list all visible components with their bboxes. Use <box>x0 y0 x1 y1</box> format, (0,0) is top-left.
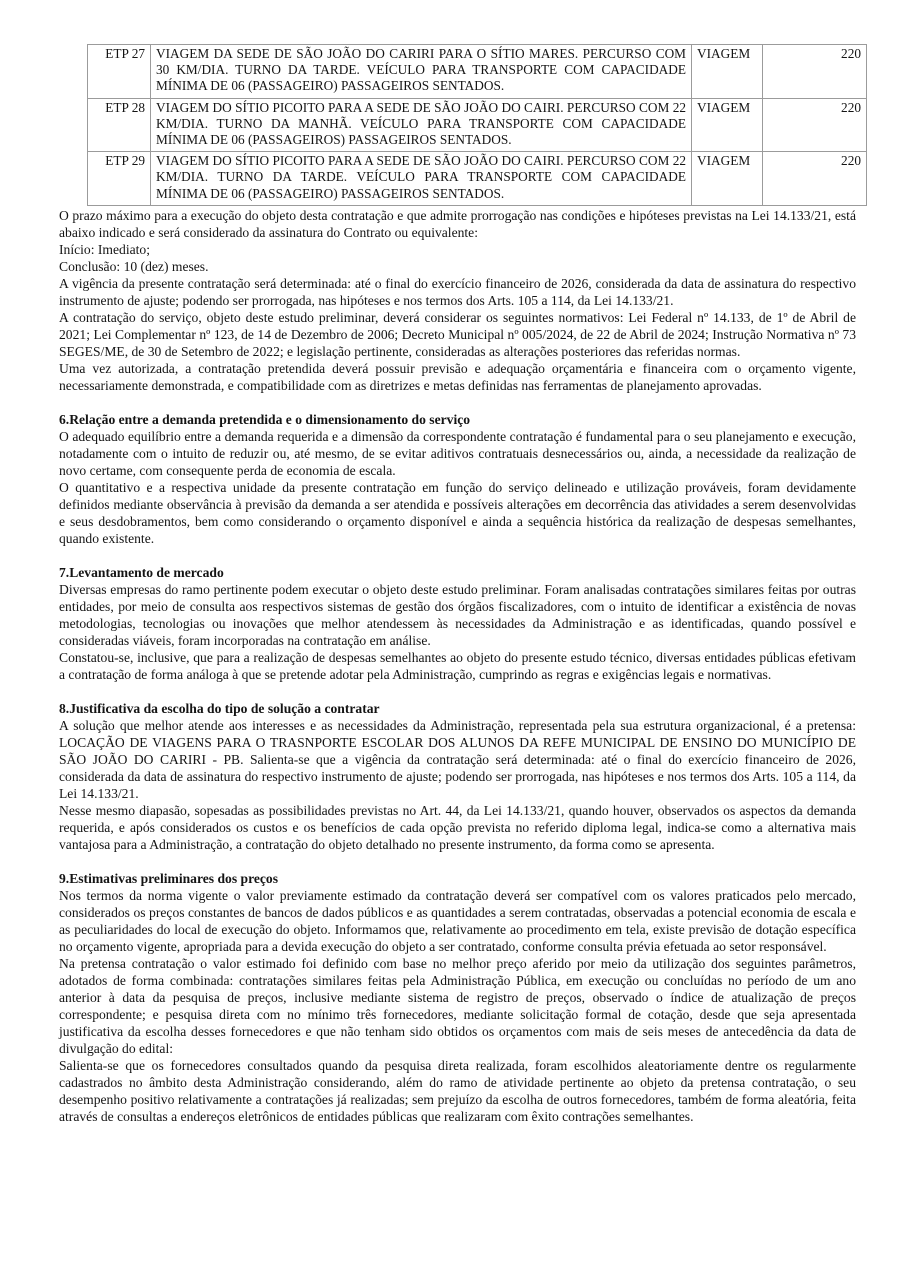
unit-cell: VIAGEM <box>692 45 763 99</box>
section-7 <box>59 564 856 683</box>
paragraph: O adequado equilíbrio entre a demanda requerida e a dimensão da correspondente contratação é fundamental para o seu planejamento e execução, notadamente com o intuito de reduzir ou, até mesmo, de se evitar aditivos contratuais desnecessários ou, ainda, a necessidade da realização de novo certame, com consequente perda de economia de escala. <box>59 429 856 478</box>
quantity-cell: 220 <box>763 98 867 152</box>
paragraph: O quantitativo e a respectiva unidade da presente contratação em função do serviço delineado e utilização prováveis, foram devidamente definidos mediante observância à previsão da demanda a ser atendida e possíveis alterações em decorrência das atividades a serem desenvolvidas e seus desdobramentos, bem como considerando o orçamento disponível e ainda a sequência histórica da realização de despesas semelhantes, quando existente. <box>59 480 856 546</box>
paragraph: Uma vez autorizada, a contratação pretendida deverá possuir previsão e adequação orçamentária e financeira com o orçamento vigente, necessariamente demonstrada, e compatibilidade com as diretrizes e metas definidas nas ferramentas de planejamento aprovadas. <box>59 361 856 393</box>
section-heading: 8.Justificativa da escolha do tipo de solução a contratar <box>59 701 380 716</box>
paragraph: O prazo máximo para a execução do objeto desta contratação e que admite prorrogação nas condições e hipóteses previstas na Lei 14.133/21, está abaixo indicado e será considerado da assinatura do Contrato ou equivalente: <box>59 208 856 240</box>
unit-cell: VIAGEM <box>692 98 763 152</box>
paragraph: Constatou-se, inclusive, que para a realização de despesas semelhantes ao objeto do presente estudo técnico, diversas entidades públicas efetivam a contratação de forma análoga à que se pretende adotar pela Administração, cumprindo as regras e exigências legais e normativas. <box>59 650 856 682</box>
section-6 <box>59 411 856 547</box>
etp-id-cell: ETP 27 <box>88 45 151 99</box>
paragraph: Diversas empresas do ramo pertinente podem executar o objeto deste estudo preliminar. Foram analisadas contratações similares feitas por outras entidades, por meio de consulta aos respectivos sistemas de gestão dos órgãos fiscalizadores, com o intuito de identificar a existência de novas metodologias, tecnologias ou inovações que melhor atendessem às necessidades da Administração e as identificadas, quando possível e consideradas viáveis, foram incorporadas na contratação em análise. <box>59 582 856 648</box>
quantity-cell: 220 <box>763 45 867 99</box>
paragraph: Conclusão: 10 (dez) meses. <box>59 259 209 274</box>
description-cell: VIAGEM DO SÍTIO PICOITO PARA A SEDE DE SÃO JOÃO DO CAIRI. PERCURSO COM 22 KM/DIA. TURNO DA TARDE. VEÍCULO PARA TRANSPORTE COM CAPACIDADE MÍNIMA DE 06 (PASSAGEIRO) PASSAGEIROS SENTADOS. <box>151 152 692 206</box>
table-row <box>88 152 867 206</box>
table-row <box>88 45 867 99</box>
section-9 <box>59 870 856 1125</box>
description-cell: VIAGEM DA SEDE DE SÃO JOÃO DO CARIRI PARA O SÍTIO MARES. PERCURSO COM 30 KM/DIA. TURNO DA TARDE. VEÍCULO PARA TRANSPORTE COM CAPACIDADE MÍNIMA DE 06 (PASSAGEIRO) PASSAGEIROS SENTADOS. <box>151 45 692 99</box>
paragraph: A contratação do serviço, objeto deste estudo preliminar, deverá considerar os seguintes normativos: Lei Federal nº 14.133, de 1º de Abril de 2021; Lei Complementar nº 123, de 14 de Dezembro de 2006; Decreto Municipal nº 005/2024, de 22 de Abril de 2024; Instrução Normativa nº 73 SEGES/ME, de 30 de Setembro de 2022; e legislação pertinente, consideradas as alterações posteriores das referidas normas. <box>59 310 856 359</box>
unit-cell: VIAGEM <box>692 152 763 206</box>
section-intro <box>59 207 856 394</box>
paragraph: A vigência da presente contratação será determinada: até o final do exercício financeiro de 2026, considerada da data de assinatura do respectivo instrumento de ajuste; podendo ser prorrogada, nas hipóteses e nos termos dos Arts. 105 a 114, da Lei 14.133/21. <box>59 276 856 308</box>
items-table <box>87 44 867 206</box>
quantity-cell: 220 <box>763 152 867 206</box>
etp-id-cell: ETP 28 <box>88 98 151 152</box>
paragraph: Nos termos da norma vigente o valor previamente estimado da contratação deverá ser compatível com os valores praticados pelo mercado, considerados os preços constantes de bancos de dados públicos e as quantidades a serem contratadas, observadas a potencial economia de escala e as peculiaridades do local de execução do objeto. Informamos que, relativamente ao procedimento em tela, existe previsão de dotação específica no orçamento vigente, apropriada para a devida execução do objeto a ser contratado, conforme consulta prévia efetuada ao setor responsável. <box>59 888 856 954</box>
paragraph: Início: Imediato; <box>59 242 150 257</box>
paragraph: Na pretensa contratação o valor estimado foi definido com base no melhor preço aferido por meio da utilização dos seguintes parâmetros, adotados de forma combinada: contratações similares feitas pela Administração Pública, em execução ou concluídas no período de um ano anterior à data da pesquisa de preços, inclusive mediante sistema de registro de preços, observado o índice de atualização de preços correspondente; e pesquisa direta com no mínimo três fornecedores, mediante solicitação formal de cotação, desde que seja apresentada justificativa da escolha desses fornecedores e que não tenham sido obtidos os orçamentos com mais de seis meses de antecedência da data de divulgação do edital: <box>59 956 856 1056</box>
paragraph: Nesse mesmo diapasão, sopesadas as possibilidades previstas no Art. 44, da Lei 14.133/21, quando houver, observados os aspectos da demanda requerida, e após considerados os custos e os benefícios de cada opção prevista no referido diploma legal, indica-se como a alternativa mais vantajosa para a Administração, a contratação do objeto detalhado no presente instrumento, da forma como se apresenta. <box>59 803 856 852</box>
etp-id-cell: ETP 29 <box>88 152 151 206</box>
section-heading: 6.Relação entre a demanda pretendida e o dimensionamento do serviço <box>59 412 471 427</box>
paragraph: A solução que melhor atende aos interesses e as necessidades da Administração, representada pela sua estrutura organizacional, é a pretensa: LOCAÇÃO DE VIAGENS PARA O TRASNPORTE ESCOLAR DOS ALUNOS DA REFE MUNICIPAL DE ENSINO DO MUNICÍPIO DE SÃO JOÃO DO CARIRI - PB. Salienta-se que a vigência da contratação será determinada: até o final do exercício financeiro de 2026, considerada da data de assinatura do respectivo instrumento de ajuste; podendo ser prorrogada, nas hipóteses e nos termos dos Arts. 105 a 114, da Lei 14.133/21. <box>59 718 856 801</box>
section-heading: 7.Levantamento de mercado <box>59 565 224 580</box>
section-8 <box>59 700 856 853</box>
table-row <box>88 98 867 152</box>
document-body <box>59 207 856 1125</box>
section-heading: 9.Estimativas preliminares dos preços <box>59 871 279 886</box>
paragraph: Salienta-se que os fornecedores consultados quando da pesquisa direta realizada, foram escolhidos aleatoriamente dentre os regularmente cadastrados no âmbito desta Administração considerando, além do ramo de atividade pertinente ao objeto da pretensa contratação, o seu desempenho positivo relativamente a contratações já realizadas; sem prejuízo da escolha de outros fornecedores, também de forma aleatória, feita através de consultas a endereços eletrônicos de entidades públicas que realizaram com êxito contrações semelhantes. <box>59 1058 856 1124</box>
description-cell: VIAGEM DO SÍTIO PICOITO PARA A SEDE DE SÃO JOÃO DO CAIRI. PERCURSO COM 22 KM/DIA. TURNO DA MANHÃ. VEÍCULO PARA TRANSPORTE COM CAPACIDADE MÍNIMA DE 06 (PASSAGEIROS) PASSAGEIROS SENTADOS. <box>151 98 692 152</box>
